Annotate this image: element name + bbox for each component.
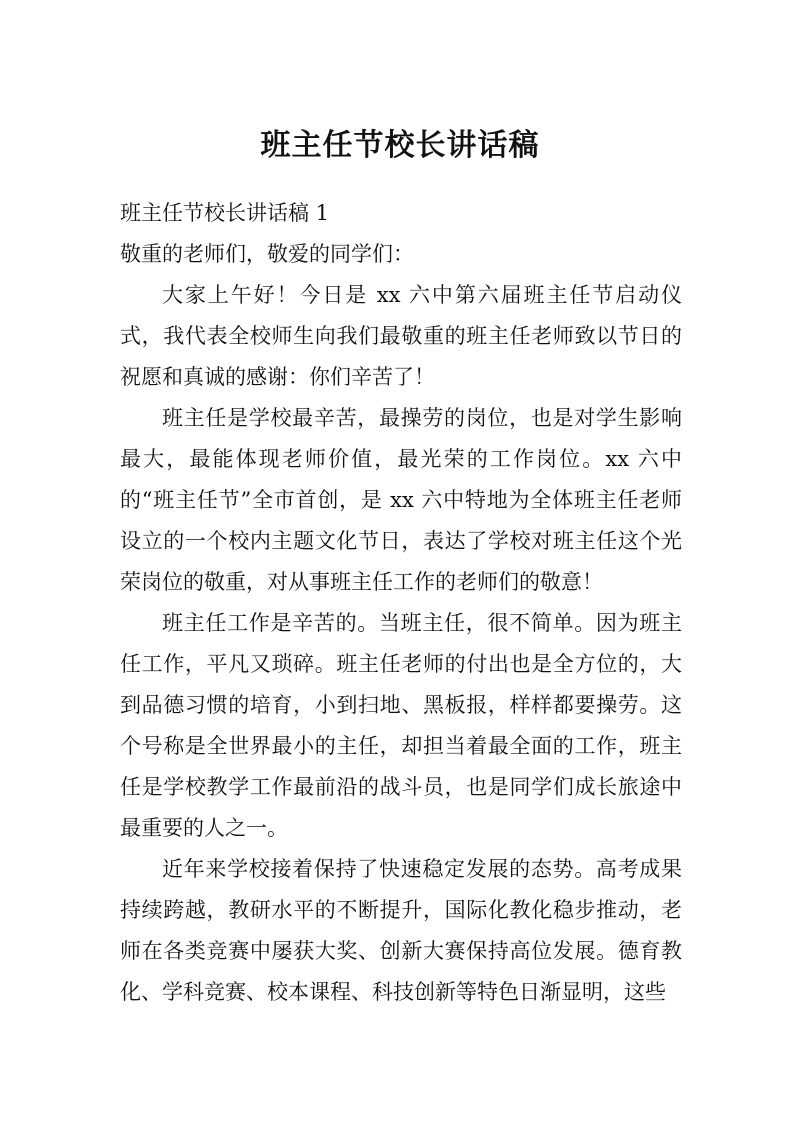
document-title: 班主任节校长讲话稿 <box>260 128 540 163</box>
paragraph-school-development: 近年来学校接着保持了快速稳定发展的态势。高考成果持续跨越，教研水平的不断提升，国际化教化稳步推动，老师在各类竞赛中屡获大奖、创新大赛保持高位发展。德育教化、学科竞赛、校本课程、科技创新等特色日渐显明，这些 <box>120 857 682 1004</box>
paragraph-hard-work: 班主任工作是辛苦的。当班主任，很不简单。因为班主任工作，平凡又琐碎。班主任老师的付出也是全方位的，大到品德习惯的培育，小到扫地、黑板报，样样都要操劳。这个号称是全世界最小的主任，却担当着最全面的工作，班主任是学校教学工作最前沿的战斗员，也是同学们成长旅途中最重要的人之一。 <box>120 611 682 840</box>
document-subtitle: 班主任节校长讲话稿 1 <box>120 201 330 225</box>
document-body <box>120 193 682 1013</box>
paragraph-role-importance: 班主任是学校最辛苦，最操劳的岗位，也是对学生影响最大，最能体现老师价值，最光荣的工作岗位。xx 六中的“班主任节”全市首创，是 xx 六中特地为全体班主任老师设立的一个校内主题文化节日，表达了学校对班主任这个光荣岗位的敬重，对从事班主任工作的老师们的敬意！ <box>120 406 682 594</box>
salutation: 敬重的老师们，敬爱的同学们： <box>120 242 414 266</box>
paragraph-greeting: 大家上午好！今日是 xx 六中第六届班主任节启动仪式，我代表全校师生向我们最敬重的班主任老师致以节日的祝愿和真诚的感谢：你们辛苦了！ <box>120 283 682 389</box>
